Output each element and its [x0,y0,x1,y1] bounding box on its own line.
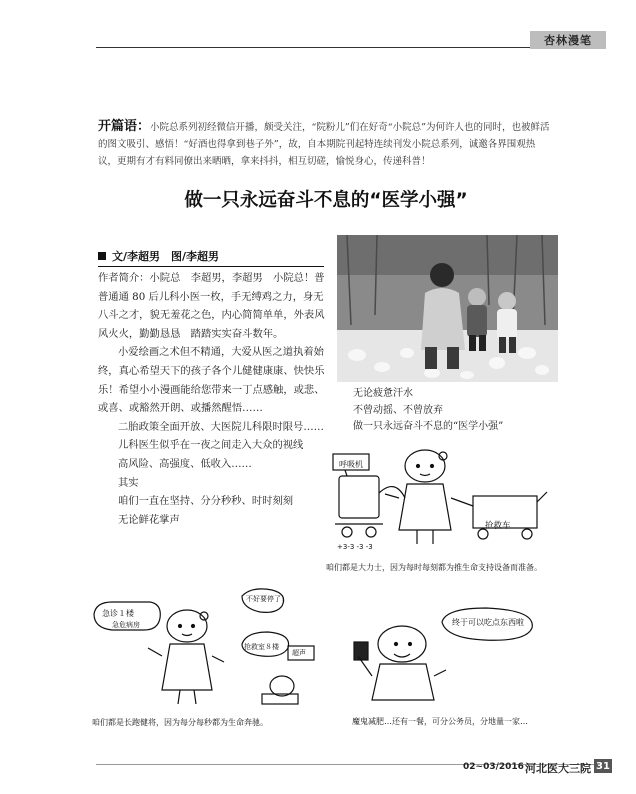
body-paragraph: 二胎政策全面开放、大医院儿科限时限号…… [118,420,324,433]
page-number: 31 [594,759,612,773]
comic-caption: 咱们都是长跑健将，因为每分每秒都为生命奔驰。 [92,718,268,727]
comic-caption: 魔鬼减肥…还有一餐，可分公务员，分地量一家… [352,717,528,726]
caption-line: 无论疲惫汗水 [353,388,413,399]
body-line: 咱们一直在坚持、分分秒秒、时时刻刻 [118,495,294,508]
intro-paragraph [98,118,554,170]
article-title: 做一只永远奋斗不息的“医学小强” [184,190,468,211]
byline-text: 文/李超男 图/李超男 [112,250,220,263]
alarm-bubble: 不好要停了！ [246,595,288,603]
photo-caption [353,386,553,436]
byline-rule [98,266,324,267]
header-rule [96,47,536,48]
caption-line: 不曾动摇、不曾放弃 [353,404,443,416]
byline [98,248,324,264]
comic-running-doctor [92,584,340,712]
er-sign: 急诊１楼 [102,609,134,618]
byline-square-icon [98,252,106,260]
ventilator-readout: +3-3 -3 -3 [337,543,373,551]
doctor-children-photo [337,235,558,382]
ventilator-sign: 呼吸机 [339,460,363,469]
body-paragraph: 小爱绘画之术但不精通，大爱从医之道执着始终，真心希望天下的孩子各个儿健健康康、快快乐乐！希望小小漫画能给您带来一丁点感触，或悲、或喜、或豁然开朗、或播然醒悟…… [98,346,325,415]
comic-ventilator [325,448,565,562]
comic-eating-doctor [346,600,558,708]
ultrasound-sign: 超声 [292,649,306,657]
intro-text: 小院总系列初经微信开播，颇受关注，“院粉儿”们在好奇“小院总”为何许人也的同时，也被鲜活的图文吸引、感悟！“好酒也得拿到巷子外”，故，自本期院刊起特连续刊发小院总系列，诚邀各界围观热议，更期有才有料同僚出来晒晒，拿来抖抖，相互切磋，愉悦身心，传递科普！ [98,122,550,167]
intro-lead: 开篇语： [98,119,151,134]
footer-publication-name: 河北医大三院 [525,762,591,775]
caption-line: 做一只永远奋斗不息的“医学小强” [353,421,504,432]
left-column-text [98,269,326,529]
food-bubble: 终于可以吃点东西啦 [452,618,524,627]
author-intro: 作者简介：小院总 李超男，李超男 小院总！普普通通 80 后儿科小医一枚，手无缚鸡之力，身无八斗之才，貌无羞花之色，内心简简单单，外表风风火火，勤勤恳恳 踏踏实实奋斗数年。 [98,272,325,340]
comic-caption: 咱们都是大力士，因为每时每刻都为推生命支持设备而准备。 [326,563,542,572]
rescue-bubble: 抢救室８楼 [244,643,279,651]
body-line: 其实 [118,476,139,489]
body-paragraph: 儿科医生似乎在一夜之间走入大众的视线 [118,439,304,452]
body-line: 无论鲜花掌声 [118,513,180,526]
section-tab: 杏林漫笔 [530,31,606,49]
body-line: 高风险、高强度、低收入…… [118,457,252,470]
footer-issue: 02~03/2016 [463,762,524,772]
icu-sign: 急危病房 [112,621,140,629]
cart-label: 抢救车 [485,521,511,531]
